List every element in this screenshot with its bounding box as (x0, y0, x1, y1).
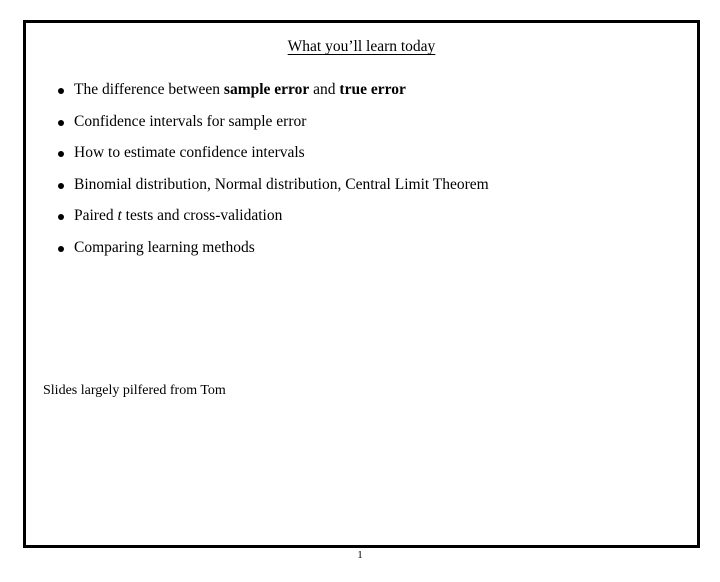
bullet-dot-icon (58, 120, 64, 126)
bullet-text-part: and (309, 81, 340, 98)
bullet-text-part: tests and cross-validation (121, 207, 283, 224)
bullet-text-part: sample error (223, 81, 310, 98)
bullet-text-part: t (117, 207, 122, 224)
bullet-text-part: Binomial distribution, Normal distribution, Central Limit Theorem (74, 175, 489, 193)
bullet-dot-icon (58, 151, 64, 157)
bullet-item (56, 205, 489, 237)
slide-title (26, 38, 697, 56)
bullet-list (56, 79, 489, 268)
bullet-text-part: The difference between (74, 81, 224, 98)
bullet-item (56, 79, 489, 111)
bullet-text-part: true error (339, 81, 406, 98)
bullet-item (56, 174, 489, 206)
page-number: 1 (357, 549, 363, 561)
slide-note: Slides largely pilfered from Tom (43, 383, 226, 398)
bullet-dot-icon (58, 246, 64, 252)
bullet-text-part: How to estimate confidence intervals (74, 144, 305, 161)
bullet-text-part: Confidence intervals for sample error (74, 112, 307, 130)
slide-frame (23, 20, 700, 548)
bullet-dot-icon (58, 88, 64, 94)
bullet-item (56, 142, 489, 174)
bullet-text-part: Comparing learning methods (74, 238, 255, 256)
slide-title-text: What you’ll learn today (287, 38, 436, 55)
bullet-dot-icon (58, 214, 64, 220)
bullet-item (56, 237, 489, 269)
bullet-dot-icon (58, 183, 64, 189)
bullet-text-part: Paired (74, 207, 118, 224)
bullet-item (56, 111, 489, 143)
